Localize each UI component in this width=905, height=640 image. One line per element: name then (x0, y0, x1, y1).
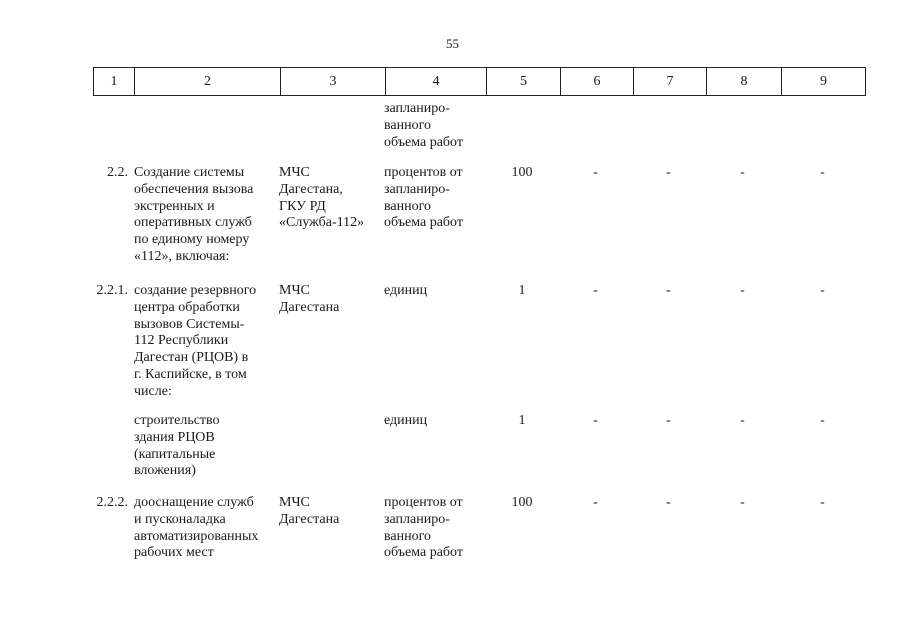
header-col-5: 5 (487, 68, 561, 96)
header-col-9: 9 (782, 68, 866, 96)
value-col-8: - (740, 495, 745, 510)
header-col-1: 1 (94, 68, 135, 96)
value-col-5: 100 (511, 495, 533, 510)
item-number: 2.2.2. (96, 495, 128, 510)
header-col-7: 7 (634, 68, 707, 96)
unit-cell: запланиро- ванного объема работ (384, 101, 463, 150)
item-name: создание резервного центра обработки вызовов Системы- 112 Республики Дагестан (РЦОВ) в г. Каспийске, в том числе: (134, 283, 257, 399)
header-col-2: 2 (135, 68, 281, 96)
value-col-7: - (666, 413, 671, 428)
header-col-6: 6 (561, 68, 634, 96)
header-col-4: 4 (386, 68, 487, 96)
item-name: строительство здания РЦОВ (капитальные вложения) (134, 413, 220, 479)
item-name: дооснащение служб и пусконаладка автоматизированных рабочих мест (134, 495, 259, 561)
item-number: 2.2. (107, 165, 128, 180)
header-col-3: 3 (281, 68, 386, 96)
value-col-5: 1 (518, 413, 526, 428)
item-number: 2.2.1. (96, 283, 128, 298)
executor-cell: МЧС Дагестана (279, 283, 340, 315)
value-col-7: - (666, 165, 671, 180)
unit-cell: процентов от запланиро- ванного объема работ (384, 495, 463, 561)
executor-cell: МЧС Дагестана, ГКУ РД «Служба-112» (279, 165, 365, 231)
value-col-9: - (820, 413, 825, 428)
page-number: 55 (446, 36, 459, 51)
value-col-8: - (740, 413, 745, 428)
value-col-8: - (740, 165, 745, 180)
executor-cell: МЧС Дагестана (279, 495, 340, 527)
value-col-7: - (666, 495, 671, 510)
value-col-8: - (740, 283, 745, 298)
value-col-6: - (593, 413, 598, 428)
value-col-9: - (820, 165, 825, 180)
value-col-9: - (820, 283, 825, 298)
unit-cell: единиц (384, 413, 428, 428)
value-col-7: - (666, 283, 671, 298)
value-col-6: - (593, 165, 598, 180)
value-col-5: 1 (518, 283, 526, 298)
value-col-5: 100 (511, 165, 533, 180)
unit-cell: единиц (384, 283, 428, 298)
header-col-8: 8 (707, 68, 782, 96)
item-name: Создание системы обеспечения вызова экстренных и оперативных служб по единому номеру «112», включая: (134, 165, 254, 264)
column-number-header (93, 67, 866, 96)
value-col-6: - (593, 283, 598, 298)
value-col-6: - (593, 495, 598, 510)
value-col-9: - (820, 495, 825, 510)
unit-cell: процентов от запланиро- ванного объема работ (384, 165, 463, 231)
